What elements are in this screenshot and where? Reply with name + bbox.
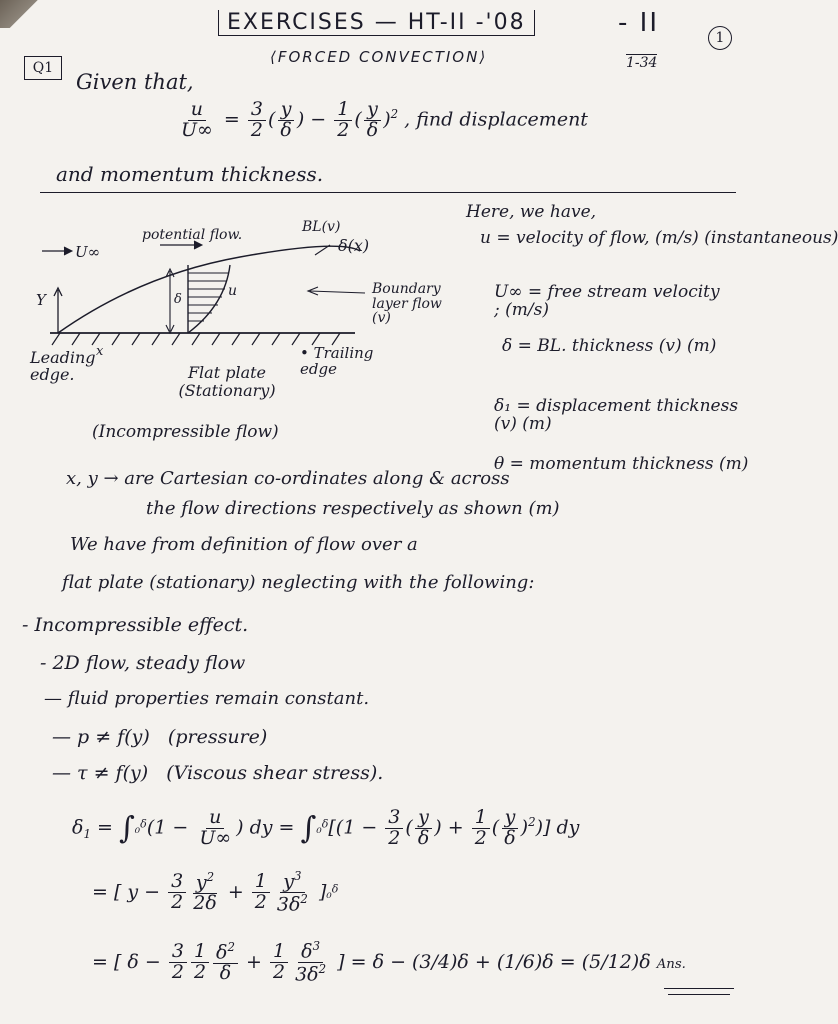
u-label: u	[228, 283, 238, 299]
answer-underline-2	[668, 994, 730, 995]
derivation-line-2: = [ y − $\frac{3}{2}$ $\frac{y^2}{2\delta}$ + $\frac{1}{2}$ $\frac{y^3}{3\delta^2}$ ]₀$^\delta$	[92, 869, 339, 916]
u-inf-label: U∞	[75, 243, 101, 261]
body-line-3: We have from definition of flow over a	[70, 534, 418, 555]
body-line-1: x, y → are Cartesian co-ordinates along & across	[66, 468, 510, 489]
page-title-suffix: - II	[618, 8, 659, 38]
answer-underline-1	[664, 988, 734, 989]
page-number-badge: 1	[708, 26, 732, 50]
trailing-edge-label: • Trailing edge	[300, 344, 374, 378]
answer-label: Ans.	[656, 956, 686, 972]
bl-label: BL(v)	[302, 219, 341, 235]
find-text: , find displacement	[404, 108, 588, 131]
potential-flow-label: potential flow.	[142, 227, 243, 243]
question-label: Q1	[24, 56, 62, 80]
given-text: Given that,	[76, 70, 194, 94]
page-range: 1-34	[626, 55, 658, 71]
definition-bl-thickness: δ = BL. thickness (v) (m)	[502, 336, 717, 356]
assumption-2: - 2D flow, steady flow	[40, 652, 246, 674]
page-subtitle: ⟨FORCED CONVECTION⟩	[270, 48, 488, 66]
incompressible-label: (Incompressible flow)	[92, 422, 279, 442]
flat-plate-label: Flat plate (Stationary)	[178, 363, 276, 400]
divider	[40, 192, 736, 193]
delta-label: δ	[174, 292, 182, 307]
x-axis-label: x	[96, 344, 104, 359]
boundary-layer-diagram	[20, 205, 460, 455]
definition-free-stream: U∞ = free stream velocity ; (m/s)	[494, 282, 720, 320]
body-line-2: the flow directions respectively as shown (m)	[146, 498, 560, 519]
definition-velocity: u = velocity of flow, (m/s) (instantaneous)	[480, 228, 838, 248]
page-title: EXERCISES — HT-II -'08	[218, 10, 535, 36]
definition-displacement: δ₁ = displacement thickness (v) (m)	[494, 396, 739, 434]
y-axis-label: Y	[36, 291, 46, 309]
derivation-line-1: $\delta_1 = \int_0^\delta(1$ − $\frac{u}{U\infty}$ ) dy = ∫₀$^\delta$[(1 − $\frac{3}{2}$ ( $\frac{y}{\delta}$ ) + $\frac{1}{2}$ ( $\frac{y}{\delta}$ )$^2$)] dy	[72, 806, 580, 849]
page-corner-fold	[0, 0, 40, 28]
assumption-3: — fluid properties remain constant.	[44, 688, 370, 709]
leading-edge-label: Leading edge.	[30, 348, 96, 384]
assumption-5: — τ ≠ f(y) (Viscous shear stress).	[52, 762, 384, 784]
boundary-layer-label: Boundary layer flow (v)	[372, 281, 442, 327]
final-answer: = δ − (3/4)δ + (1/6)δ = (5/12)δ	[350, 950, 651, 973]
definition-momentum: θ = momentum thickness (m)	[494, 454, 749, 474]
assumption-4: — p ≠ f(y) (pressure)	[52, 726, 268, 748]
delta-x-label: δ(x)	[338, 236, 370, 255]
body-line-4: flat plate (stationary) neglecting with the following:	[62, 572, 535, 593]
given-equation: $\frac{u}{U\infty}$ = $\frac{3}{2}$ ( $\frac{y}{\delta}$ ) − $\frac{1}{2}$ ( $\frac{y}{\delta}$ )$^2$ , find displacement	[181, 98, 588, 141]
assumption-1: - Incompressible effect.	[22, 614, 249, 636]
find-text-2: and momentum thickness.	[56, 162, 324, 186]
derivation-line-3: = [ δ − $\frac{3}{2}$ $\frac{1}{2}$ $\frac{\delta^2}{\delta}$ + $\frac{1}{2}$ $\frac{\delta^3}{3\delta^2}$ ] = δ − (3/4)δ + (1/6)δ = (5/12)δ Ans.	[92, 939, 686, 986]
definitions-intro: Here, we have,	[466, 202, 597, 222]
